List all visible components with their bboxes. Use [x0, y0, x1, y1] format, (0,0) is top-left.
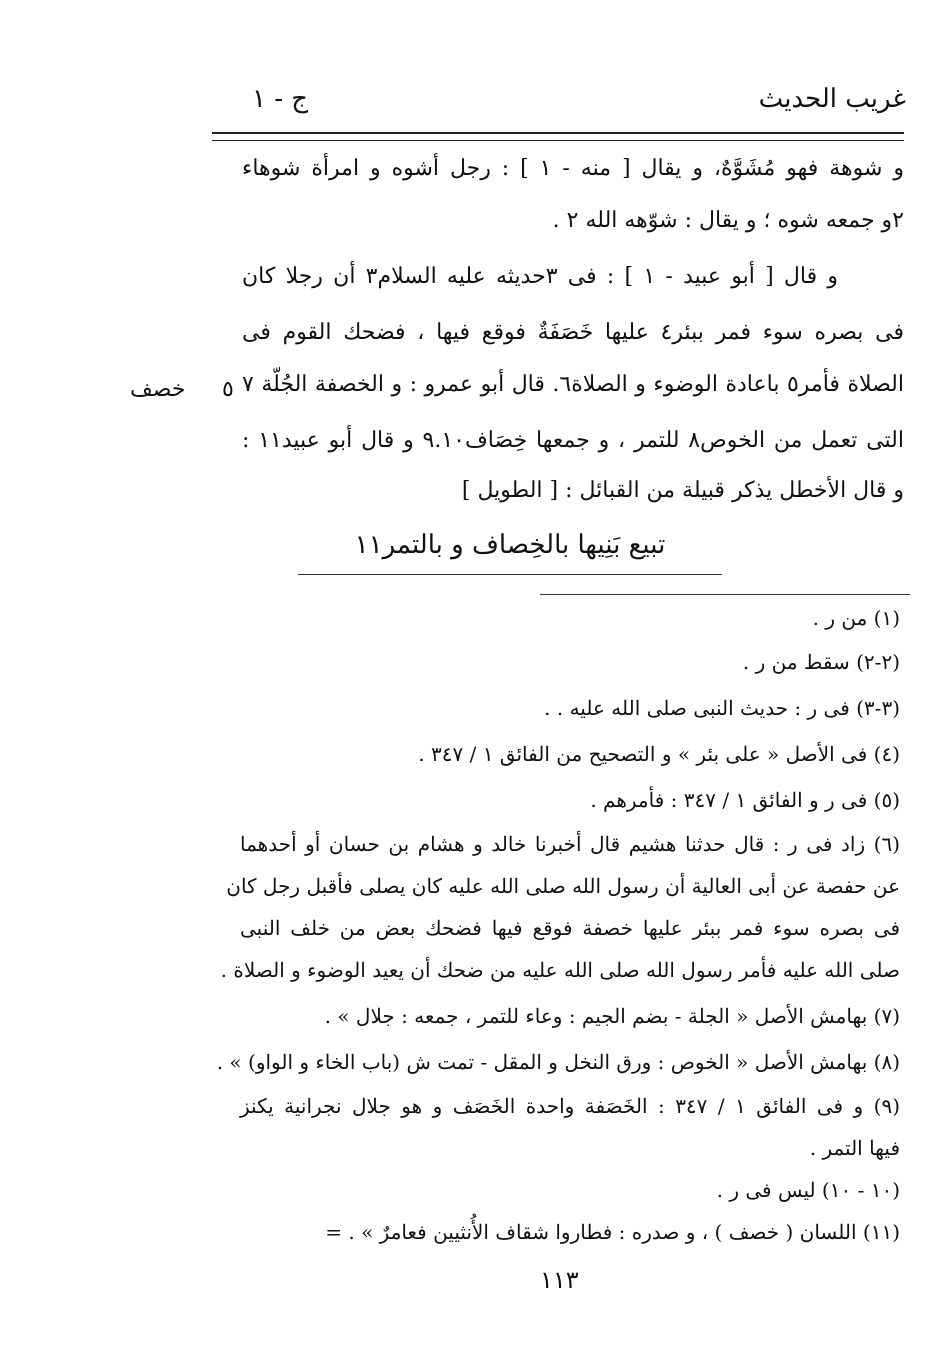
- footnote: (٤) فى الأصل « على بئر » و التصحيح من الفائق ١ / ٣٤٧ .: [418, 742, 900, 766]
- footnote: (٦) زاد فى ر : قال حدثنا هشيم قال أخبرنا خالد و هشام بن حسان أو أحدهما: [240, 832, 900, 856]
- footnote: (١) من ر .: [812, 606, 900, 630]
- footnote-continuation: فيها التمر .: [809, 1136, 900, 1160]
- verse-underline: [298, 574, 722, 575]
- footnote: (٨) بهامش الأصل « الخوص : ورق النخل و المقل - تمت ش (باب الخاء و الواو) » .: [216, 1050, 900, 1074]
- footnote: (٧) بهامش الأصل « الجلة - بضم الجيم : وعاء للتمر ، جمعه : جلال » .: [324, 1004, 900, 1028]
- footnote: (١٠ - ١٠) ليس فى ر .: [716, 1178, 900, 1202]
- footnote-continuation: فى بصره سوء فمر ببئر عليها خصفة فوقع فيها فضحك بعض من خلف النبى: [240, 916, 900, 940]
- text-line: ٢و جمعه شوه ؛ و يقال : شوّهه الله ٢ .: [552, 208, 904, 233]
- poetry-verse: تبيع بَنِيها بالخِصاف و بالتمر١١: [354, 530, 666, 560]
- footnote-continuation: صلى الله عليه فأمر رسول الله صلى الله عليه من ضحك أن يعيد الوضوء و الصلاة .: [220, 958, 900, 982]
- footnote: (٣-٣) فى ر : حديث النبى صلى الله عليه . .: [544, 696, 900, 720]
- footnote: (٥) فى ر و الفائق ١ / ٣٤٧ : فأمرهم .: [590, 788, 900, 812]
- footnote: (٢-٢) سقط من ر .: [742, 650, 900, 674]
- running-header: [222, 84, 906, 124]
- margin-headword: خصف: [130, 377, 186, 402]
- margin-line-number: ٥: [222, 377, 234, 402]
- text-line: الصلاة فأمر٥ باعادة الوضوء و الصلاة٦. قال أبو عمرو : و الخصفة الجُلّة ٧: [242, 372, 904, 397]
- footnote-continuation: عن حفصة عن أبى العالية أن رسول الله صلى الله عليه كان يصلى فأقبل رجل كان: [226, 874, 900, 898]
- text-line: فى بصره سوء فمر ببئر٤ عليها خَصَفَةٌ فوقع فيها ، فضحك القوم فى: [242, 320, 904, 345]
- text-line: التى تعمل من الخوص٨ للتمر ، و جمعها خِصَاف٩.١٠ و قال أبو عبيد١١ :: [242, 428, 904, 453]
- page-number: ١١٣: [540, 1266, 579, 1294]
- text-line: و قال الأخطل يذكر قبيلة من القبائل : [ الطويل ]: [461, 478, 904, 503]
- header-rule: [212, 132, 904, 141]
- book-title: غريب الحديث: [758, 84, 906, 114]
- volume-indicator: ج - ١: [252, 84, 309, 114]
- footnote: (٩) و فى الفائق ١ / ٣٤٧ : الخَصَفة واحدة الخَصَف و هو جلال نجرانية يكنز: [240, 1094, 901, 1118]
- text-line: و قال [ أبو عبيد - ١ ] : فى ٣حديثه عليه السلام٣ أن رجلا كان: [242, 264, 838, 289]
- footnote: (١١) اللسان ( خصف ) ، و صدره : فطاروا شقاف الأُنثيين فعامرٌ » . =: [325, 1220, 900, 1244]
- text-line: و شوهة فهو مُشَوَّهٌ، و يقال [ منه - ١ ] : رجل أشوه و امرأة شوهاء: [242, 156, 904, 181]
- footnote-separator: [540, 594, 910, 595]
